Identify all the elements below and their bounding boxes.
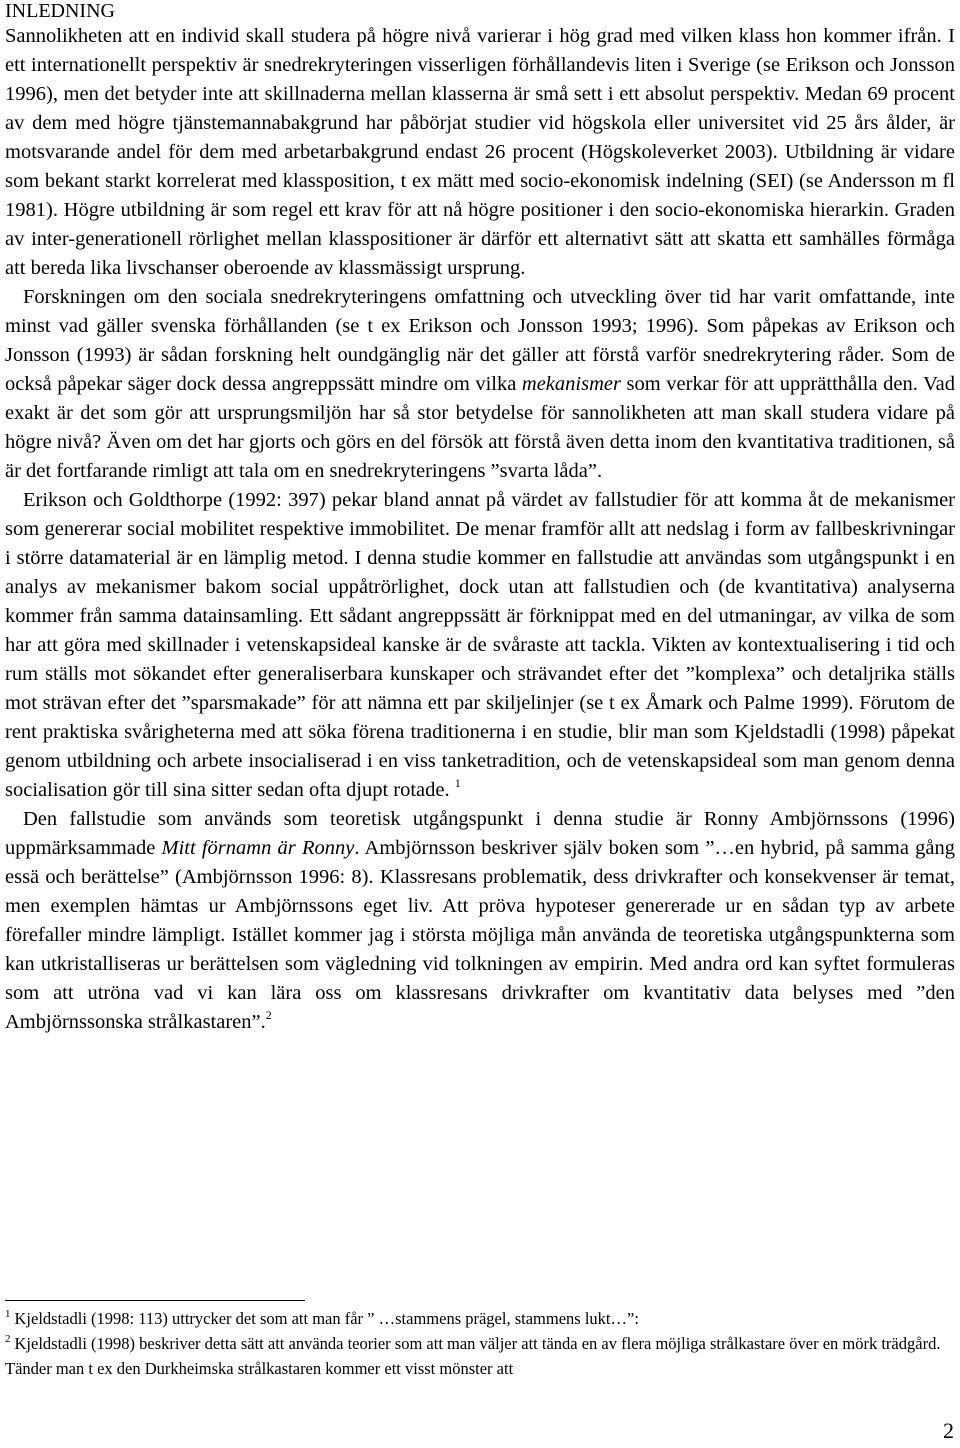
paragraph-text: Forskningen om den sociala snedrekryteringens omfattning och utveckling över tid har varit omfattande, inte minst vad gäller svenska förhållanden (se t ex Erikson och Jonsson 1993; 1996). Som påpekas av Erikson och Jonsson (1993) är sådan forskning helt oundgänglig när det gäller att förstå varför snedrekrytering råder. Som de också påpekar säger dock dessa angreppssätt mindre om vilka: [5, 286, 955, 395]
footnote-text: Kjeldstadli (1998) beskriver detta sätt att använda teorier som att man väljer att tända en av flera möjliga strålkastare över en mörk trädgård. Tänder man t ex den Durkheimska strålkastaren kommer ett visst mönster att: [5, 1334, 941, 1378]
emphasis-text: mekanismer: [521, 373, 621, 395]
paragraph-text: Den fallstudie som används som teoretisk utgångspunkt i denna studie är Ronny Ambjörnssons (1996) uppmärksammade: [5, 808, 955, 859]
paragraph: [5, 22, 955, 283]
footnote-number: 1: [5, 1308, 11, 1320]
footnote: [5, 1331, 955, 1381]
footnotes: [5, 1306, 955, 1381]
footnote-divider: [5, 1300, 305, 1301]
paragraph: [5, 283, 955, 486]
paragraph-text: som verkar för att upprätthålla den. Vad exakt är det som gör att ursprungsmiljön har så stor betydelse för sannolikheten att man skall studera vidare på högre nivå? Även om det har gjorts och görs en del försök att förstå även detta inom den kvantitativa traditionen, så är det fortfarande rimligt att tala om en snedrekryteringens ”svarta låda”.: [5, 373, 955, 482]
paragraph: [5, 805, 955, 1037]
footnote-text: Kjeldstadli (1998: 113) uttrycker det som att man får ” …stammens prägel, stammens lukt…”:: [14, 1309, 639, 1328]
paragraph-text: . Ambjörnsson beskriver själv boken som ”…en hybrid, på samma gång essä och berättelse” (Ambjörnsson 1996: 8). Klassresans problematik, dess drivkrafter och konsekvenser är temat, men exemplen hämtas ur Ambjörnssons eget liv. Att pröva hypoteser genererade ur en sådan typ av arbete förefaller mindre lämpligt. Istället kommer jag i största möjliga mån använda de teoretiska utgångspunkterna som kan utkristalliseras ur berättelsen som vägledning vid tolkningen av empirin. Med andra ord kan syftet formuleras som att utröna vad vi kan lära oss om klassresans drivkrafter om kvantitativ data belyses med ”den Ambjörnssonska strålkastaren”.: [5, 837, 955, 1033]
document-page: [5, 0, 955, 1037]
paragraph-text: Erikson och Goldthorpe (1992: 397) pekar bland annat på värdet av fallstudier för att komma åt de mekanismer som genererar social mobilitet respektive immobilitet. De menar framför allt att nedslag i form av fallbeskrivningar i större datamaterial är en lämplig metod. I denna studie kommer en fallstudie att användas som utgångspunkt i en analys av mekanismer bakom social uppåtrörlighet, dock utan att fallstudien och (de kvantitativa) analyserna kommer från samma datainsamling. Ett sådant angreppssätt är förknippat med en del utmaningar, av vilka de som har att göra med skillnader i vetenskapsideal kanske är de svåraste att tackla. Vikten av kontextualisering i tid och rum ställs mot sökandet efter generaliserbara kunskaper och strävandet efter det ”komplexa” och detaljrika ställs mot strävan efter det ”sparsmakade” för att nämna ett par skiljelinjer (se t ex Åmark och Palme 1999). Förutom de rent praktiska svårigheterna med att söka förena traditionerna i en studie, blir man som Kjeldstadli (1998) påpekat genom utbildning och arbete insocialiserad i en viss tanketradition, och de vetenskapsideal som man genom denna socialisation gör till sina sitter sedan ofta djupt rotade.: [5, 489, 955, 801]
footnote-reference: 2: [265, 1008, 272, 1022]
page-number: 2: [943, 1418, 954, 1443]
footnote-number: 2: [5, 1333, 11, 1345]
emphasis-text: Mitt förnamn är Ronny: [161, 837, 355, 859]
footnote-reference: 1: [454, 776, 461, 790]
paragraph-text: Sannolikheten att en individ skall studera på högre nivå varierar i hög grad med vilken klass hon kommer ifrån. I ett internationellt perspektiv är snedrekryteringen visserligen förhållandevis liten i Sverige (se Erikson och Jonsson 1996), men det betyder inte att skillnaderna mellan klasserna är små sett i ett absolut perspektiv. Medan 69 procent av dem med högre tjänstemannabakgrund har påbörjat studier vid högskola eller universitet vid 25 års ålder, är motsvarande andel för dem med arbetarbakgrund endast 26 procent (Högskoleverket 2003). Utbildning är vidare som bekant starkt korrelerat med klassposition, t ex mätt med socio-ekonomisk indelning (SEI) (se Andersson m fl 1981). Högre utbildning är som regel ett krav för att nå högre positioner i den socio-ekonomiska hierarkin. Graden av inter-generationell rörlighet mellan klasspositioner är därför ett alternativt sätt att skatta ett samhälles förmåga att bereda lika livschanser oberoende av klassmässigt ursprung.: [5, 25, 955, 279]
footnote: [5, 1306, 955, 1331]
section-heading: INLEDNING: [5, 0, 115, 22]
paragraph: [5, 486, 955, 805]
